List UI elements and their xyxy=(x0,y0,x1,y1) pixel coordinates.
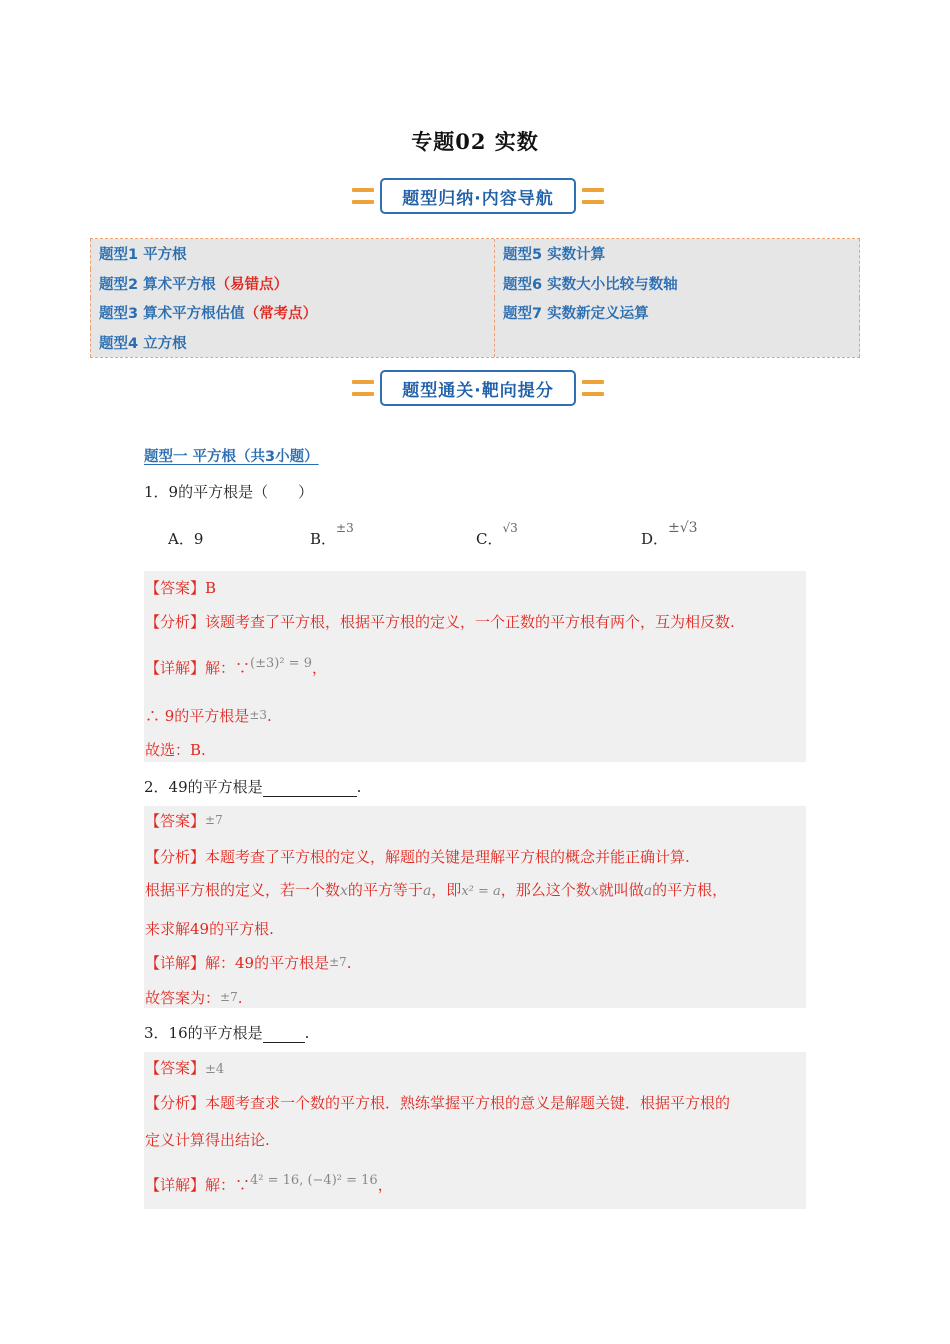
answer-line: 【答案】±7 xyxy=(145,812,223,830)
detail-line: 【详解】解：49的平方根是±7. xyxy=(145,954,352,972)
answer-blank[interactable] xyxy=(263,780,357,797)
banner-bar-decoration xyxy=(582,380,604,384)
answer-box-3 xyxy=(144,1052,806,1209)
answer-line: 【答案】B xyxy=(145,579,217,597)
answer-line: 【答案】±4 xyxy=(145,1059,225,1077)
section-heading[interactable]: 题型一 平方根（共3小题） xyxy=(144,449,319,465)
banner-bar-decoration xyxy=(582,200,604,204)
option-a: A．9 xyxy=(168,530,204,548)
option-d: D．±√3 xyxy=(641,520,698,548)
toc-item-5[interactable]: 题型5 实数计算 xyxy=(494,239,860,269)
toc-row xyxy=(90,239,860,270)
analysis-line: 【分析】本题考查求一个数的平方根．熟练掌握平方根的意义是解题关键．根据平方根的 xyxy=(145,1094,731,1112)
section-banner-practice xyxy=(352,368,604,408)
toc-item-2[interactable]: 题型2 算术平方根 （易错点） xyxy=(90,269,494,299)
banner-bar-decoration xyxy=(352,392,374,396)
question-3-stem: 3．16的平方根是 . xyxy=(144,1024,310,1042)
banner-label: 题型归纳·内容导航 xyxy=(380,178,576,214)
toc-item-6[interactable]: 题型6 实数大小比较与数轴 xyxy=(494,269,860,299)
analysis-line: 根据平方根的定义，若一个数x的平方等于a，即x² = a，那么这个数x就叫做a的平方根， xyxy=(145,881,728,899)
detail-line: 【详解】解：∵(±3)² = 9， xyxy=(145,656,327,677)
banner-bar-decoration xyxy=(352,380,374,384)
therefore-line: ∴ 9的平方根是±3. xyxy=(145,707,272,725)
question-2-stem: 2．49的平方根是 . xyxy=(144,778,362,796)
analysis-line: 【分析】本题考查了平方根的定义，解题的关键是理解平方根的概念并能正确计算. xyxy=(145,848,690,866)
option-b: B．$^{\pm 3}$ xyxy=(310,521,354,548)
table-of-contents xyxy=(90,238,860,358)
banner-bar-decoration xyxy=(352,200,374,204)
toc-note: （常考点） xyxy=(244,306,318,323)
toc-item-empty xyxy=(494,328,860,358)
answer-box-2 xyxy=(144,806,806,1008)
toc-row xyxy=(90,269,860,300)
analysis-line: 【分析】该题考查了平方根，根据平方根的定义，一个正数的平方根有两个，互为相反数. xyxy=(145,613,735,631)
toc-note: （易错点） xyxy=(215,276,289,293)
toc-item-4[interactable]: 题型4 立方根 xyxy=(90,328,494,358)
toc-item-3[interactable]: 题型3 算术平方根估值 （常考点） xyxy=(90,298,494,328)
toc-item-1[interactable]: 题型1 平方根 xyxy=(90,239,494,269)
choice-line: 故选：B. xyxy=(145,741,206,759)
banner-label: 题型通关·靶向提分 xyxy=(380,370,576,406)
detail-line: 【详解】解：∵4² = 16, (−4)² = 16， xyxy=(145,1173,393,1194)
banner-bar-decoration xyxy=(582,392,604,396)
answer-blank[interactable] xyxy=(263,1026,305,1043)
analysis-line: 来求解49的平方根. xyxy=(145,920,274,938)
toc-item-7[interactable]: 题型7 实数新定义运算 xyxy=(494,298,860,328)
answer-box-1 xyxy=(144,571,806,762)
toc-row xyxy=(90,328,860,358)
toc-row xyxy=(90,298,860,329)
page-title: 专题02 实数 xyxy=(411,129,539,154)
analysis-line: 定义计算得出结论. xyxy=(145,1131,270,1149)
banner-bar-decoration xyxy=(352,188,374,192)
final-answer-line: 故答案为：±7. xyxy=(145,989,243,1007)
question-1-stem: 1．9的平方根是（ ） xyxy=(144,483,314,501)
option-c: C．$^{√3}$ xyxy=(476,521,518,548)
banner-bar-decoration xyxy=(582,188,604,192)
section-banner-navigation xyxy=(352,176,604,216)
